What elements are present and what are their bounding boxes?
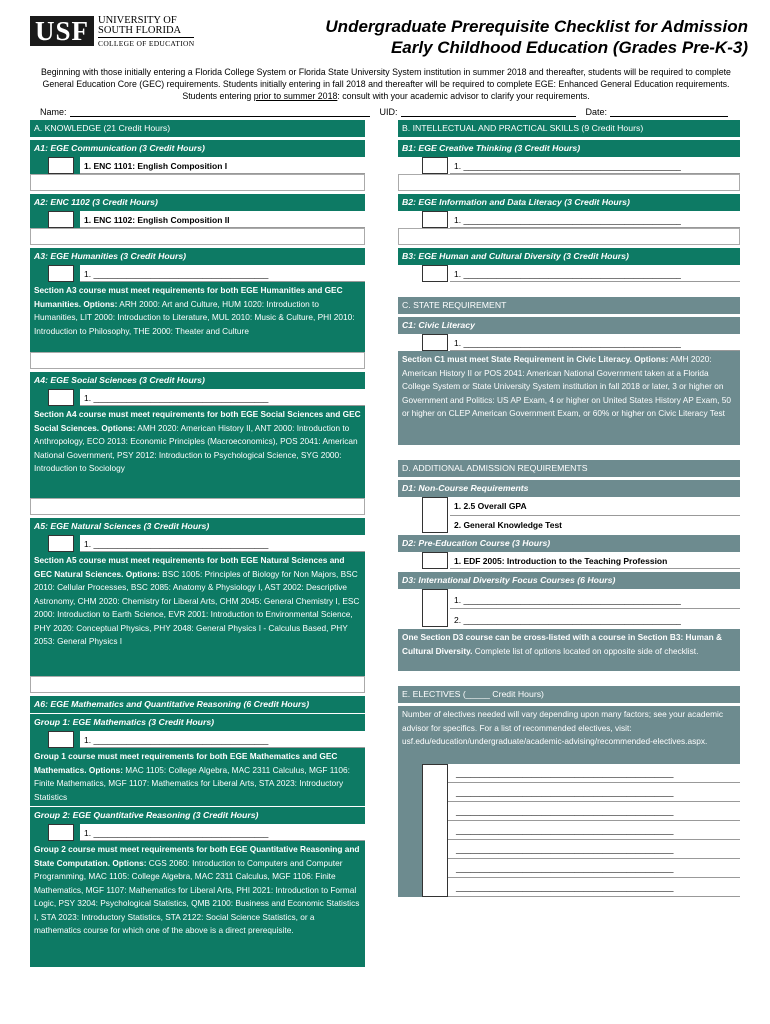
- g1-checkbox[interactable]: [48, 731, 74, 748]
- right-column: [398, 120, 740, 897]
- section-a-header: A. KNOWLEDGE (21 Credit Hours): [30, 120, 365, 137]
- intro-part-1: Beginning with those initially entering a Florida College System or Florida State University System institution in summer 2018 and thereafter, students will be required to complete General Education Core (GEC) requirements. Students initially entering in fall 2018 and thereafter will be required to complete EGE: Enhanced General Education requirements. Students entering: [41, 67, 731, 101]
- a4-header: A4: EGE Social Sciences (3 Credit Hours): [30, 372, 365, 389]
- a4-note-text: AMH 2020: American History II, ANT 2000: Introduction to Anthropology, ECO 2013: Economic Principles (Macroeconomics), POS 2041: American National Government, PSY 2012: Introduction to Psychological Science, SYG 2000: Introduction to Sociology: [34, 422, 358, 473]
- d1-item-1: 1. 2.5 Overall GPA: [450, 497, 740, 516]
- name-label: Name:: [40, 107, 67, 117]
- a2-item: 1. ENC 1102: English Composition II: [80, 211, 365, 228]
- a3-note-text: ARH 2000: Art and Culture, HUM 1020: Introduction to Humanities, LIT 2000: Introduction to Literature, MUL 2010: Music & Culture, PHI 2010: Introduction to Philosophy, THE 2000: Theater and Culture: [34, 298, 355, 336]
- a3-header: A3: EGE Humanities (3 Credit Hours): [30, 248, 365, 265]
- a2-checkbox[interactable]: [48, 211, 74, 228]
- a4-note-bold: Section A4 course must meet requirements for both EGE Social Sciences and GEC Social Sciences. Options:: [34, 409, 361, 433]
- g1-note: [30, 748, 365, 806]
- g2-note-bold: Group 2 course must meet requirements for both EGE Quantitative Reasoning and State Computation. Options:: [34, 844, 360, 868]
- uid-label: UID:: [379, 107, 398, 117]
- a3-checkbox[interactable]: [48, 265, 74, 282]
- b1-item[interactable]: 1. ______________________________________________: [450, 157, 740, 174]
- g2-header: Group 2: EGE Quantitative Reasoning (3 Credit Hours): [30, 807, 365, 824]
- c1-note: [398, 351, 740, 445]
- d3-note: [398, 629, 740, 671]
- spacer: [30, 352, 365, 369]
- intro-text: [30, 66, 742, 102]
- a4-checkbox[interactable]: [48, 389, 74, 406]
- d1-header: D1: Non-Course Requirements: [398, 480, 740, 497]
- b1-header: B1: EGE Creative Thinking (3 Credit Hours): [398, 140, 740, 157]
- intro-underlined: prior to summer 2018: [253, 91, 338, 101]
- a1-header: A1: EGE Communication (3 Credit Hours): [30, 140, 365, 157]
- date-field[interactable]: [610, 108, 728, 117]
- a2-header: A2: ENC 1102 (3 Credit Hours): [30, 194, 365, 211]
- d3-note-text: Complete list of options located on opposite side of checklist.: [472, 645, 699, 656]
- section-e-header: E. ELECTIVES (_____ Credit Hours): [398, 686, 740, 703]
- b1-checkbox[interactable]: [422, 157, 448, 174]
- g2-checkbox[interactable]: [48, 824, 74, 841]
- a4-note: [30, 406, 365, 498]
- elective-line[interactable]: ______________________________________________: [448, 840, 740, 859]
- b2-header: B2: EGE Information and Data Literacy (3 Credit Hours): [398, 194, 740, 211]
- electives-list: [398, 764, 740, 897]
- spacer: [30, 676, 365, 693]
- c1-header: C1: Civic Literacy: [398, 317, 740, 334]
- elective-line[interactable]: ______________________________________________: [448, 859, 740, 878]
- a1-checkbox[interactable]: [48, 157, 74, 174]
- logo-line-3: COLLEGE OF EDUCATION: [98, 39, 195, 48]
- a5-note: [30, 552, 365, 676]
- d3-item-2[interactable]: 2. ______________________________________________: [454, 615, 681, 625]
- a2-row: [30, 211, 365, 228]
- g2-note-text: CGS 2060: Introduction to Computers and Computer Programming, MAC 1105: College Algebra, MAC 2311 Calculus, MGF 1106: Finite Mathematics, MGF 1107: Mathematics for Liberal Arts, PHI 2021: Introduction to Formal Logic, PSY 3204: Psychological Statistics, QMB 2100: Business and Economic Statistics I, STA 2023: Introductory Statistics, STA 2122: Social Science Statistics, or a mathematics course for which one of the above is a direct prerequisite.: [34, 857, 360, 935]
- d3-item-1[interactable]: 1. ______________________________________________: [450, 589, 740, 609]
- a5-header: A5: EGE Natural Sciences (3 Credit Hours): [30, 518, 365, 535]
- c1-note-bold: Section C1 must meet State Requirement in Civic Literacy. Options:: [402, 354, 669, 364]
- c1-note-text: AMH 2020: American History II or POS 2041: American National Government taken at a Florida College System or State University System institution in fall 2018 or later, 3 or higher on Government and Politics: US AP Exam, 4 or higher on United States History AP Exam, 50 or higher on CLEP American Government Exam, or 60% or higher on Civic Literacy Test: [402, 354, 731, 418]
- name-field[interactable]: [70, 108, 370, 117]
- section-b-header: B. INTELLECTUAL AND PRACTICAL SKILLS (9 Credit Hours): [398, 120, 740, 137]
- spacer: [30, 498, 365, 515]
- a4-row: [30, 389, 365, 406]
- d3-row-1: [398, 589, 740, 629]
- a1-row: [30, 157, 365, 174]
- a6-header: A6: EGE Mathematics and Quantitative Reasoning (6 Credit Hours): [30, 696, 365, 713]
- spacer: [398, 228, 740, 245]
- a5-item[interactable]: 1. _____________________________________: [80, 535, 365, 552]
- e-note: [398, 706, 740, 764]
- d1-item-2: 2. General Knowledge Test: [454, 520, 563, 530]
- section-c-header: C. STATE REQUIREMENT: [398, 297, 740, 314]
- title-line-1: Undergraduate Prerequisite Checklist for Admission: [325, 17, 748, 36]
- g2-note: [30, 841, 365, 967]
- a4-item[interactable]: 1. _____________________________________: [80, 389, 365, 406]
- c1-checkbox[interactable]: [422, 334, 448, 351]
- g1-item[interactable]: 1. _____________________________________: [80, 731, 365, 748]
- e-note-text: Number of electives needed will vary depending upon many factors; see your academic advisor for specifics. For a list of recommended electives, visit: usf.edu/education/undergraduate/academic-advising/recommended-electives.aspx.: [402, 709, 723, 746]
- a5-note-text: BSC 1005: Principles of Biology for Non Majors, BSC 2010: Cellular Processes, BSC 2085: Anatomy & Physiology I, AST 2002: Descriptive Astronomy, CHM 2020: Chemistry for Liberal Arts, CHM 2045: General Chemistry I, ESC 2000: Introduction to Earth Science, EVR 2001: Introduction to Environmental Science, PHY 2020: Conceptual Physics, PHY 2048: General Physics I - Calculus Based, PHY 2053: General Physics I: [34, 568, 360, 646]
- d3-checkbox[interactable]: [422, 589, 448, 627]
- b3-item[interactable]: 1. ______________________________________________: [450, 265, 740, 282]
- a3-row: [30, 265, 365, 282]
- d2-row: [398, 552, 740, 569]
- d1-row-1: [398, 497, 740, 535]
- page-title: [325, 16, 748, 58]
- section-d-header: D. ADDITIONAL ADMISSION REQUIREMENTS: [398, 460, 740, 477]
- elective-line[interactable]: ______________________________________________: [448, 764, 740, 783]
- intro-part-2: : consult with your academic advisor to clarify your requirements.: [337, 91, 590, 101]
- date-label: Date:: [585, 107, 608, 117]
- spacer: [30, 228, 365, 245]
- spacer: [398, 174, 740, 191]
- logo-line-1: UNIVERSITY OF: [98, 15, 177, 26]
- a5-checkbox[interactable]: [48, 535, 74, 552]
- d3-note-bold: One Section D3 course can be cross-listed with a course in Section B3: Human & Cultural Diversity.: [402, 632, 722, 656]
- spacer: [30, 174, 365, 191]
- d3-header: D3: International Diversity Focus Courses (6 Hours): [398, 572, 740, 589]
- b3-row: [398, 265, 740, 282]
- a5-note-bold: Section A5 course must meet requirements for both EGE Natural Sciences and GEC Natural Sciences. Options:: [34, 555, 345, 579]
- c1-row: [398, 334, 740, 351]
- g1-row: [30, 731, 365, 748]
- a3-note-bold: Section A3 course must meet requirements for both EGE Humanities and GEC Humanities. Options:: [34, 285, 343, 309]
- student-info-row: [40, 107, 740, 117]
- b3-checkbox[interactable]: [422, 265, 448, 282]
- b1-row: [398, 157, 740, 174]
- a5-row: [30, 535, 365, 552]
- g2-row: [30, 824, 365, 841]
- a3-item[interactable]: 1. _____________________________________: [80, 265, 365, 282]
- g1-header: Group 1: EGE Mathematics (3 Credit Hours): [30, 714, 365, 731]
- a1-item: 1. ENC 1101: English Composition I: [80, 157, 365, 174]
- g2-item[interactable]: 1. _____________________________________: [80, 824, 365, 841]
- b2-checkbox[interactable]: [422, 211, 448, 228]
- title-line-2: Early Childhood Education (Grades Pre-K-3): [390, 38, 748, 57]
- left-column: [30, 120, 365, 967]
- logo-line-2: SOUTH FLORIDA: [98, 25, 182, 36]
- d2-item: 1. EDF 2005: Introduction to the Teaching Profession: [450, 552, 740, 569]
- d1-checkbox[interactable]: [422, 497, 448, 533]
- elective-line[interactable]: ______________________________________________: [448, 802, 740, 821]
- b2-row: [398, 211, 740, 228]
- elective-line[interactable]: ______________________________________________: [448, 783, 740, 802]
- b3-header: B3: EGE Human and Cultural Diversity (3 Credit Hours): [398, 248, 740, 265]
- d2-checkbox[interactable]: [422, 552, 448, 569]
- usf-logo-mark: USF: [30, 16, 94, 46]
- c1-item[interactable]: 1. ______________________________________________: [450, 334, 740, 351]
- usf-logo: [30, 16, 194, 49]
- elective-line[interactable]: ______________________________________________: [448, 878, 740, 897]
- elective-line[interactable]: ______________________________________________: [448, 821, 740, 840]
- b2-item[interactable]: 1. ______________________________________________: [450, 211, 740, 228]
- electives-checkbox-column[interactable]: [422, 764, 448, 897]
- d2-header: D2: Pre-Education Course (3 Hours): [398, 535, 740, 552]
- uid-field[interactable]: [401, 108, 576, 117]
- a3-note: [30, 282, 365, 352]
- g1-note-text: MAC 1105: College Algebra, MAC 2311 Calculus, MGF 1106: Finite Mathematics, MGF 1107: Mathematics for Liberal Arts, STA 2023: Introductory Statistics: [34, 764, 350, 802]
- g1-note-bold: Group 1 course must meet requirements for both EGE Mathematics and GEC Mathematics. Options:: [34, 751, 338, 775]
